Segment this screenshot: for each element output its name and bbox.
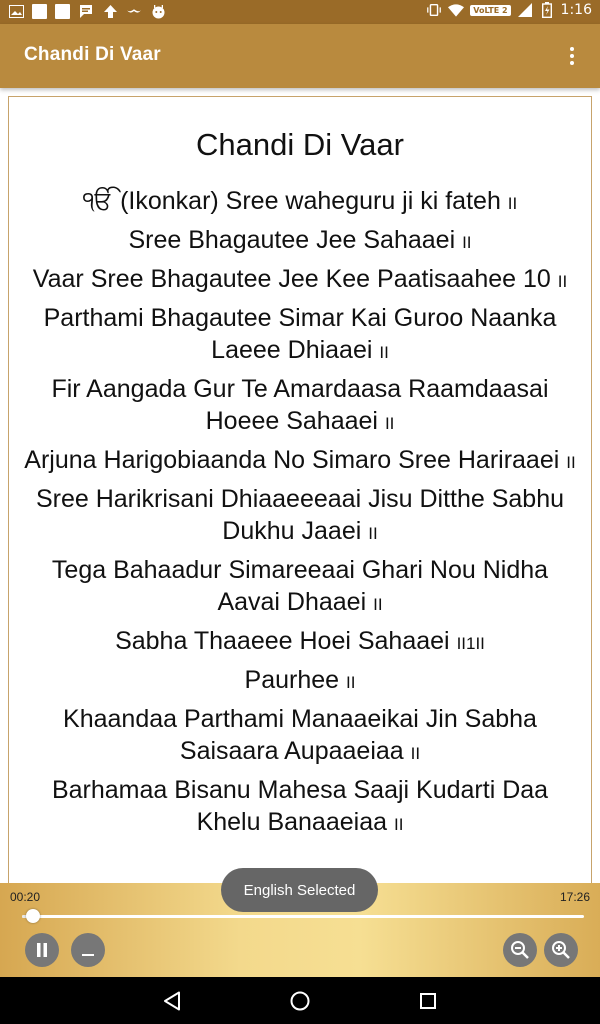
toast-message: English Selected — [221, 868, 378, 912]
verse-line — [23, 263, 577, 298]
pause-button[interactable] — [25, 933, 59, 967]
upload-icon — [102, 3, 118, 19]
content-title: Chandi Di Vaar — [196, 127, 404, 162]
verse-line — [23, 373, 577, 440]
android-icon — [150, 3, 166, 19]
elapsed-time: 00:20 — [10, 890, 41, 904]
verse-line — [23, 302, 577, 369]
app-bar — [0, 24, 600, 88]
back-button[interactable] — [160, 989, 184, 1013]
verse-text: Sabha Thaaeee Hoei Sahaaei — [115, 627, 450, 655]
stop-button[interactable] — [71, 933, 105, 967]
verse-end-mark: II — [557, 272, 568, 291]
verse-list — [9, 185, 591, 841]
verse-line — [23, 554, 577, 621]
image-icon — [8, 3, 24, 19]
verse-end-mark: II — [373, 595, 383, 614]
system-icons — [426, 2, 592, 18]
verse-text: Sree Bhagautee Jee Sahaaei — [128, 226, 456, 254]
verse-end-mark: II — [566, 453, 576, 472]
verse-end-mark: II — [462, 233, 472, 252]
home-icon — [289, 990, 311, 1012]
signal-icon — [517, 2, 533, 18]
verse-line — [23, 625, 577, 660]
seek-bar[interactable] — [22, 915, 584, 918]
verse-text: ੴ (Ikonkar) Sree waheguru ji ki fateh — [82, 187, 501, 215]
battery-icon — [539, 2, 555, 18]
recents-icon — [419, 992, 437, 1010]
verse-end-mark: II — [507, 194, 518, 213]
verse-text: Sree Harikrisani Dhiaaeeeaai Jisu Ditthe Sabhu Dukhu Jaaei — [35, 485, 565, 545]
back-icon — [163, 991, 181, 1011]
zoom-out-button[interactable] — [503, 933, 537, 967]
messenger-icon — [78, 3, 94, 19]
verse-line — [23, 483, 577, 550]
verse-line — [23, 444, 577, 479]
verse-end-mark: II — [410, 744, 421, 763]
clock: 1:16 — [560, 2, 592, 18]
verse-text: Khaandaa Parthami Manaaeikai Jin Sabha Saisaara Aupaaeiaa — [63, 705, 537, 765]
seek-thumb[interactable] — [26, 909, 40, 923]
verse-text: Tega Bahaadur Simareeaai Ghari Nou Nidha Aavai Dhaaei — [51, 556, 549, 616]
lyrics-panel[interactable] — [8, 96, 592, 896]
verse-line — [23, 185, 577, 220]
total-time: 17:26 — [559, 890, 590, 904]
wifi-icon — [448, 2, 464, 18]
verse-end-mark: II — [346, 673, 356, 692]
square-icon — [32, 4, 47, 19]
verse-text: Vaar Sree Bhagautee Jee Kee Paatisaahee 10 — [32, 265, 551, 293]
minus-icon — [81, 943, 95, 957]
verse-end-mark: II — [379, 343, 389, 362]
zoom-out-icon — [510, 940, 530, 960]
home-button[interactable] — [288, 989, 312, 1013]
more-vert-icon — [570, 47, 574, 65]
verse-text: Arjuna Harigobiaanda No Simaro Sree Hariraaei — [24, 446, 560, 474]
notification-icons — [8, 3, 166, 19]
verse-end-mark: II — [384, 414, 395, 433]
verse-end-mark: II1II — [456, 634, 485, 653]
pause-icon — [36, 943, 48, 957]
verse-line — [23, 774, 577, 841]
verse-text: Barhamaa Bisanu Mahesa Saaji Kudarti Daa Khelu Banaaeiaa — [51, 776, 549, 836]
verse-line — [23, 664, 577, 699]
verse-text: Paurhee — [244, 666, 340, 694]
verse-line — [23, 703, 577, 770]
verse-end-mark: II — [393, 815, 404, 834]
verse-text: Parthami Bhagautee Simar Kai Guroo Naanka Laeee Dhiaaei — [43, 304, 557, 364]
status-bar — [0, 0, 600, 24]
moustache-icon — [126, 3, 142, 19]
verse-text: Fir Aangada Gur Te Amardaasa Raamdaasai Hoeee Sahaaei — [51, 375, 549, 435]
zoom-in-button[interactable] — [544, 933, 578, 967]
zoom-in-icon — [551, 940, 571, 960]
navigation-bar — [0, 977, 600, 1024]
square-icon — [55, 4, 70, 19]
recents-button[interactable] — [416, 989, 440, 1013]
more-options-button[interactable] — [560, 44, 584, 68]
network-badge: VoLTE 2 — [470, 5, 510, 16]
verse-line — [23, 224, 577, 259]
vibrate-icon — [426, 2, 442, 18]
verse-end-mark: II — [368, 524, 378, 543]
app-title: Chandi Di Vaar — [24, 44, 161, 65]
